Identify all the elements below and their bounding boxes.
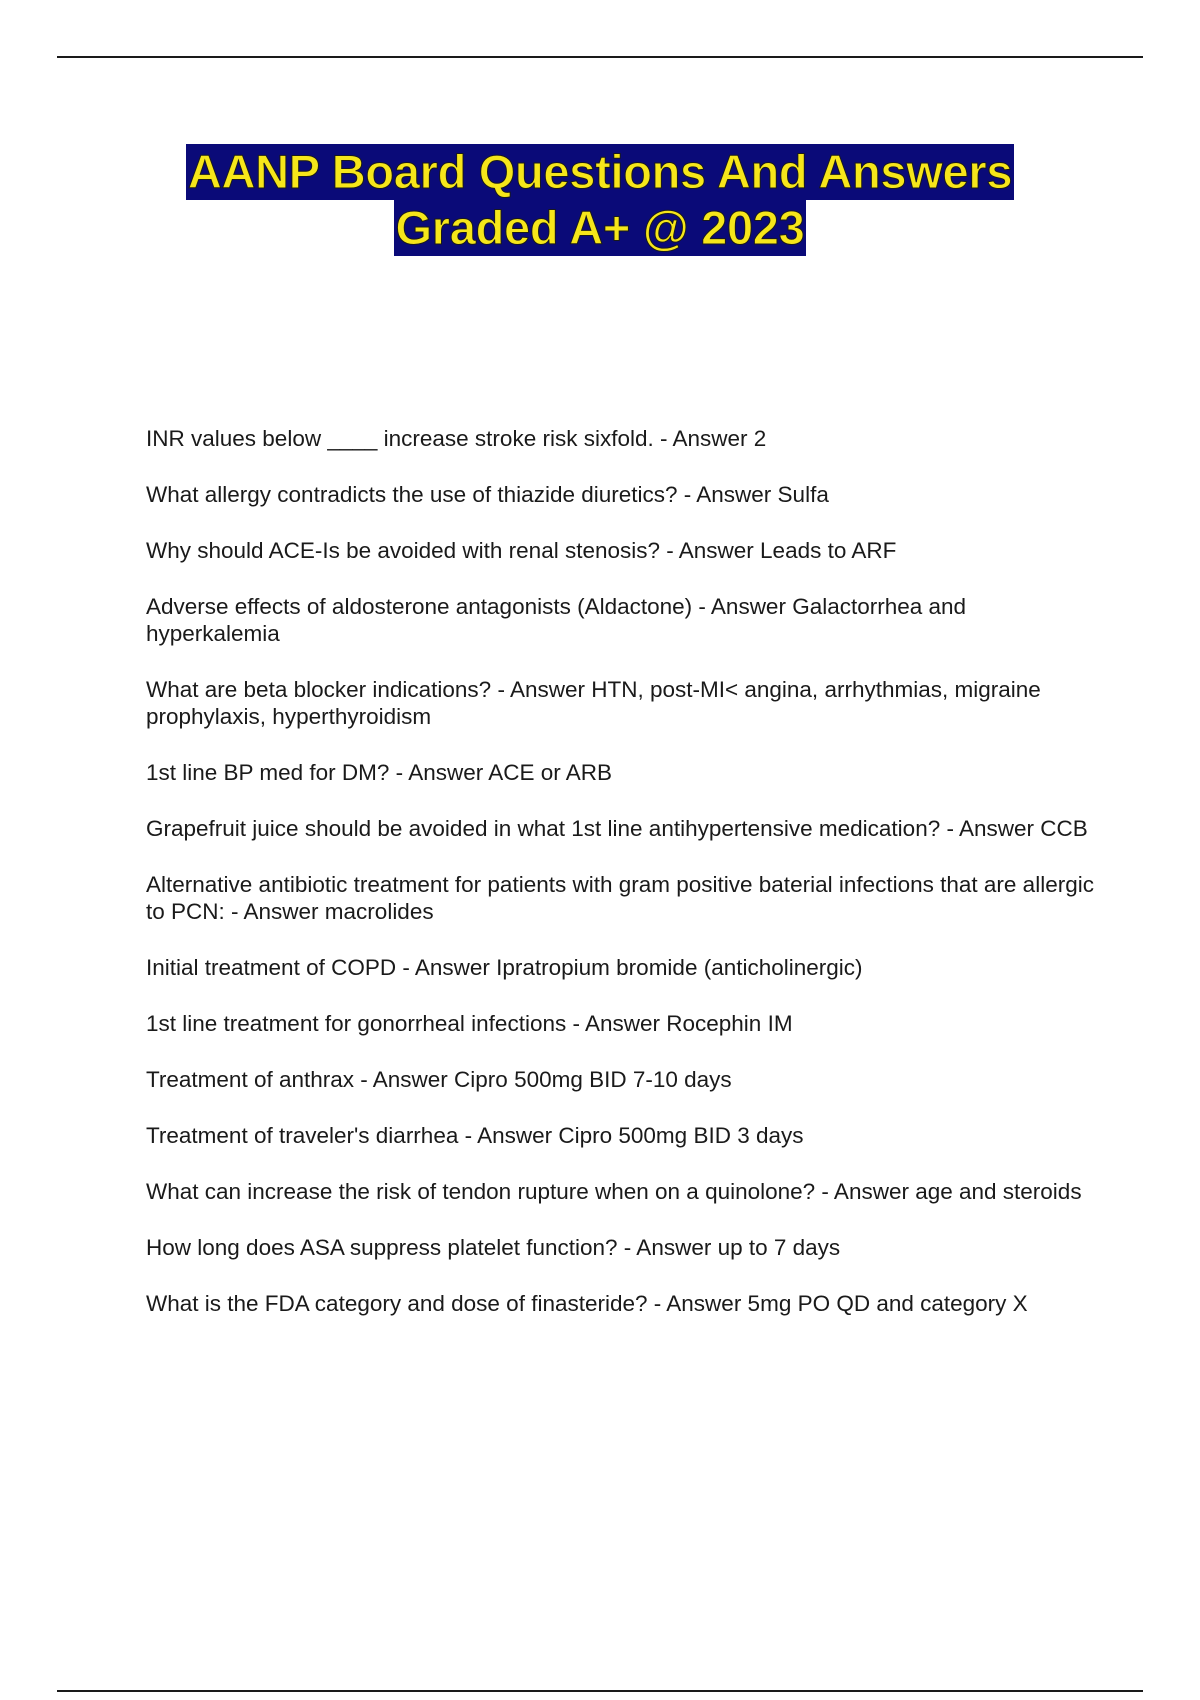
qa-item: Treatment of anthrax - Answer Cipro 500mg BID 7-10 days: [146, 1067, 732, 1092]
qa-item: What are beta blocker indications? - Answer HTN, post-MI< angina, arrhythmias, migraine prophylaxis, hyperthyroidism: [146, 677, 1041, 729]
qa-item: 1st line BP med for DM? - Answer ACE or ARB: [146, 760, 613, 785]
qa-item: What is the FDA category and dose of finasteride? - Answer 5mg PO QD and category X: [146, 1291, 1028, 1316]
document-title: [0, 144, 1200, 256]
title-line-1: AANP Board Questions And Answers: [187, 145, 1013, 198]
footer-rule: [57, 1690, 1143, 1692]
qa-item: 1st line treatment for gonorrheal infections - Answer Rocephin IM: [146, 1011, 793, 1036]
qa-item: Initial treatment of COPD - Answer Ipratropium bromide (anticholinergic): [146, 955, 863, 980]
qa-item: INR values below ____ increase stroke risk sixfold. - Answer 2: [146, 426, 767, 451]
qa-item: Adverse effects of aldosterone antagonists (Aldactone) - Answer Galactorrhea and hyperkalemia: [146, 594, 967, 646]
title-line-2: Graded A+ @ 2023: [395, 201, 805, 254]
qa-list: [146, 425, 1096, 1346]
qa-item: Alternative antibiotic treatment for patients with gram positive baterial infections that are allergic to PCN: - Answer macrolides: [146, 872, 1094, 924]
qa-item: Grapefruit juice should be avoided in what 1st line antihypertensive medication? - Answer CCB: [146, 816, 1088, 841]
qa-item: What allergy contradicts the use of thiazide diuretics? - Answer Sulfa: [146, 482, 829, 507]
qa-item: How long does ASA suppress platelet function? - Answer up to 7 days: [146, 1235, 841, 1260]
qa-item: Treatment of traveler's diarrhea - Answer Cipro 500mg BID 3 days: [146, 1123, 804, 1148]
qa-item: Why should ACE-Is be avoided with renal stenosis? - Answer Leads to ARF: [146, 538, 897, 563]
header-rule: [57, 56, 1143, 58]
qa-item: What can increase the risk of tendon rupture when on a quinolone? - Answer age and steroids: [146, 1179, 1082, 1204]
